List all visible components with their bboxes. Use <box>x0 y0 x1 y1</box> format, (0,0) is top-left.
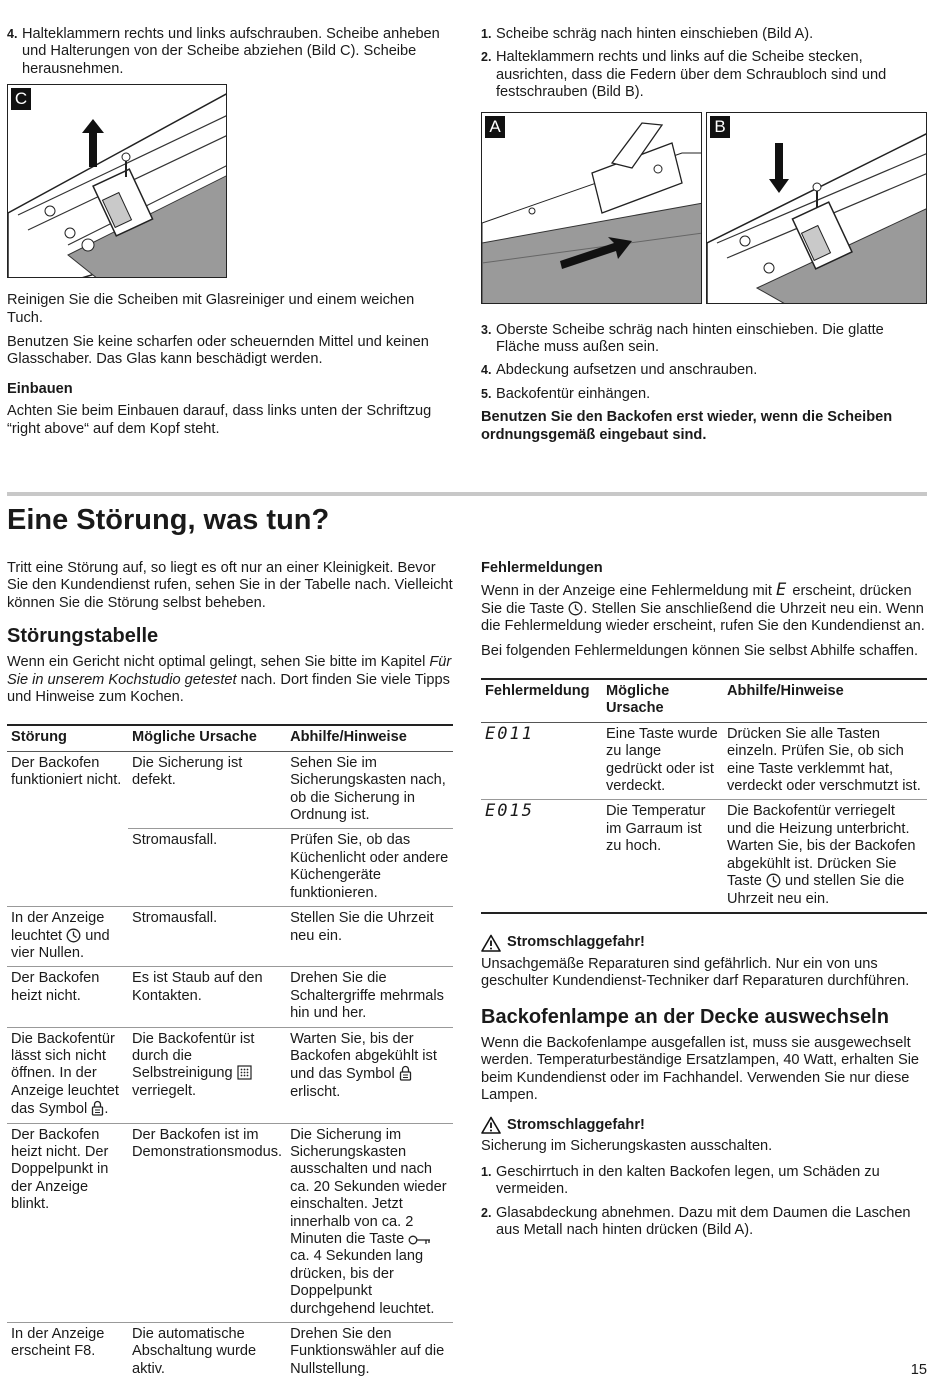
figures-a-b <box>481 112 927 304</box>
warning-icon <box>481 934 501 952</box>
step-1-insert <box>481 26 927 43</box>
top-right-column <box>481 26 927 451</box>
table-row <box>7 967 453 1027</box>
key-icon <box>408 1234 432 1246</box>
section-heading: Fehlermeldungen <box>481 560 603 576</box>
cell-ursache: Stromausfall. <box>128 829 286 907</box>
step-5-door <box>481 386 927 403</box>
cell-stoerung: In der Anzeige erscheint F8. <box>7 1323 128 1377</box>
figure-c <box>7 84 227 278</box>
step-text: Geschirrtuch in den kalten Backofen legen, um Schäden zu vermeiden. <box>496 1163 880 1198</box>
text: verriegelt. <box>132 1082 197 1099</box>
paragraph <box>481 582 927 635</box>
figure-label: A <box>485 116 505 138</box>
error-code: E011 <box>485 723 534 744</box>
cell-ursache: Die Temperatur im Garraum ist zu hoch. <box>602 800 723 913</box>
arrow-down-icon <box>707 113 927 304</box>
step-number: 4. <box>7 27 18 41</box>
step-1-towel <box>481 1164 927 1199</box>
step-text: Glasabdeckung abnehmen. Dazu mit dem Daumen die Laschen aus Metall nach hinten drücken (Bild A). <box>496 1204 911 1238</box>
cell-abhilfe <box>723 800 927 913</box>
cell-stoerung: Der Backofen funktioniert nicht. <box>11 754 122 789</box>
table-row <box>7 1323 453 1377</box>
text: Die Backofentür lässt sich nicht öffnen. In der Anzeige leuchtet das Symbol <box>11 1030 119 1118</box>
clock-icon <box>66 928 81 943</box>
step-text: Halteklammern rechts und links aufschrauben. Scheibe anheben und Halterungen von der Scheibe abziehen (Bild C). Scheibe herausnehmen. <box>22 26 440 77</box>
column-header: Mögliche Ursache <box>132 729 257 746</box>
error-code-table <box>481 678 927 914</box>
cell-ursache: Eine Taste wurde zu lange gedrückt oder ist verdeckt. <box>606 725 718 795</box>
intro-paragraph: Tritt eine Störung auf, so liegt es oft nur an einer Kleinigkeit. Bevor Sie den Kundendienst rufen, sehen Sie in der Tabelle nach. Vielleicht können Sie die Störung selbst beheben. <box>7 560 453 611</box>
cell-abhilfe <box>286 1027 453 1123</box>
figure-label: B <box>710 116 730 138</box>
cell-error-code <box>481 800 602 913</box>
step-number: 4. <box>481 363 492 378</box>
warning-heading <box>481 934 927 952</box>
text: Die Sicherung im Sicherungskasten ausschalten und nach ca. 20 Sekunden wieder einschalten. Jetzt innerhalb von ca. 2 Minuten die Taste <box>290 1126 447 1247</box>
table-header-row <box>7 725 453 751</box>
section-heading: Backofenlampe an der Decke auswechseln <box>481 1005 889 1028</box>
lock-icon <box>399 1065 412 1081</box>
table-row <box>7 1027 453 1123</box>
cell-abhilfe: Prüfen Sie, ob das Küchenlicht oder andere Küchengeräte funktionieren. <box>286 829 453 907</box>
cell-abhilfe: Drücken Sie alle Tasten einzeln. Prüfen Sie, ob sich eine Taste verklemmt hat, verdeckt oder verschmutzt ist. <box>727 725 921 795</box>
paragraph: Bei folgenden Fehlermeldungen können Sie selbst Abhilfe schaffen. <box>481 642 919 659</box>
step-number: 5. <box>481 386 492 401</box>
chapter-reference: Für Sie in unserem Kochstudio getestet <box>7 654 452 688</box>
cell-stoerung <box>7 1027 128 1123</box>
text: und vier Nullen. <box>11 927 110 961</box>
step-2-glass-cover <box>481 1205 927 1240</box>
paragraph: Sicherung im Sicherungskasten ausschalten. <box>481 1138 773 1155</box>
step-text: Scheibe schräg nach hinten einschieben (Bild A). <box>496 26 814 42</box>
cell-ursache <box>128 1027 286 1123</box>
clock-icon <box>568 601 583 616</box>
step-number: 1. <box>481 27 492 41</box>
text: ca. 4 Sekunden lang drücken, bis der Doppelpunkt durchgehend leuchtet. <box>290 1248 435 1317</box>
lock-icon <box>91 1100 104 1116</box>
column-header: Mögliche Ursache <box>606 683 670 717</box>
cell-ursache: Die Sicherung ist defekt. <box>132 754 243 789</box>
text: nach. Dort finden Sie viele Tipps und Hinweise zum Kochen. <box>7 671 450 706</box>
warning-title: Stromschlaggefahr! <box>507 1116 645 1133</box>
step-number: 2. <box>481 50 492 65</box>
cell-abhilfe: Drehen Sie die Schaltergriffe mehrmals hin und her. <box>286 967 453 1027</box>
cell-abhilfe <box>286 1123 453 1322</box>
error-letter: E <box>776 580 789 601</box>
paragraph: Achten Sie beim Einbauen darauf, dass links unten der Schriftzug “right above“ auf dem Kopf steht. <box>7 403 432 437</box>
text: Die Backofentür ist durch die Selbstreinigung <box>132 1030 255 1082</box>
table-intro <box>7 654 453 706</box>
step-text: Backofentür einhängen. <box>496 385 651 402</box>
paragraph: Wenn die Backofenlampe ausgefallen ist, muss sie ausgewechselt werden. Temperaturbeständige Ersatzlampen, 40 Watt, erhalten Sie beim Kundendienst oder im Fachhandel. Verwenden Sie nur diese Lampen. <box>481 1034 920 1103</box>
cell-ursache: Stromausfall. <box>128 907 286 967</box>
cell-ursache: Die automatische Abschaltung wurde aktiv. <box>128 1323 286 1377</box>
column-header: Fehlermeldung <box>485 683 590 700</box>
figure-b <box>706 112 927 304</box>
page-number: 15 <box>910 1362 927 1377</box>
step-4-cover <box>481 362 927 379</box>
table-header-row <box>481 679 927 722</box>
text: erscheint, drücken Sie die Taste <box>481 583 912 617</box>
cell-abhilfe: Sehen Sie im Sicherungskasten nach, ob die Sicherung in Ordnung ist. <box>290 754 446 824</box>
step-text: Oberste Scheibe schräg nach hinten einschieben. Die glatte Fläche muss außen sein. <box>496 321 884 356</box>
step-number: 1. <box>481 1164 492 1179</box>
text: und stellen Sie die Uhrzeit neu ein. <box>727 873 905 907</box>
table-row <box>7 1123 453 1322</box>
cell-stoerung <box>7 907 128 967</box>
cell-stoerung: Der Backofen heizt nicht. Der Doppelpunkt in der Anzeige blinkt. <box>7 1123 128 1322</box>
self-clean-icon <box>237 1065 252 1080</box>
clock-icon <box>766 873 781 888</box>
table-row <box>7 907 453 967</box>
top-left-column <box>7 26 453 445</box>
figure-a <box>481 112 702 304</box>
step-text: Halteklammern rechts und links auf die Scheibe stecken, ausrichten, dass die Federn über dem Schraubloch sind und festschrauben (Bild B). <box>496 49 887 101</box>
cell-stoerung: Der Backofen heizt nicht. <box>7 967 128 1027</box>
table-row <box>481 800 927 913</box>
page-title: Eine Störung, was tun? <box>7 504 330 536</box>
cell-ursache: Es ist Staub auf den Kontakten. <box>128 967 286 1027</box>
text: Wenn ein Gericht nicht optimal gelingt, sehen Sie bitte im Kapitel <box>7 654 430 671</box>
step-2-clamps <box>481 49 927 101</box>
bottom-right-column <box>481 560 927 1245</box>
step-text: Abdeckung aufsetzen und anschrauben. <box>496 362 758 379</box>
arrow-right-icon <box>482 113 702 304</box>
text: erlischt. <box>290 1083 341 1100</box>
column-header: Abhilfe/Hinweise <box>727 683 844 700</box>
cell-abhilfe: Drehen Sie den Funktionswähler auf die Nullstellung. <box>286 1323 453 1377</box>
text: In der Anzeige leuchtet <box>11 910 105 944</box>
step-4-remove <box>7 26 453 78</box>
error-code: E015 <box>485 801 534 822</box>
text: Warten Sie, bis der Backofen abgekühlt ist und das Symbol <box>290 1030 437 1083</box>
column-header: Störung <box>11 729 67 746</box>
step-number: 2. <box>481 1205 492 1220</box>
cell-ursache: Der Backofen ist im Demonstrationsmodus. <box>128 1123 286 1322</box>
bottom-left-column <box>7 560 453 1377</box>
warning-title: Stromschlaggefahr! <box>507 934 645 951</box>
arrow-up-icon <box>8 85 227 278</box>
section-divider <box>7 492 927 496</box>
table-row <box>7 751 453 829</box>
warning-heading <box>481 1116 927 1134</box>
text: Die Backofentür verriegelt und die Heizung unterbricht. Warten Sie, bis der Backofen abgekühlt ist. Drücken Sie Taste <box>727 803 916 890</box>
important-note: Benutzen Sie den Backofen erst wieder, wenn die Scheiben ordnungsgemäß eingebaut sind. <box>481 409 893 443</box>
step-3-top-pane <box>481 322 927 357</box>
figure-label: C <box>11 88 31 110</box>
paragraph: Benutzen Sie keine scharfen oder scheuernden Mittel und keinen Glasschaber. Das Glas kann beschädigt werden. <box>7 334 429 368</box>
cell-abhilfe: Stellen Sie die Uhrzeit neu ein. <box>286 907 453 967</box>
step-number: 3. <box>481 322 492 337</box>
section-heading: Störungstabelle <box>7 625 159 648</box>
cell-error-code <box>481 722 602 800</box>
paragraph: Reinigen Sie die Scheiben mit Glasreiniger und einem weichen Tuch. <box>7 292 415 326</box>
column-header: Abhilfe/Hinweise <box>290 729 407 746</box>
section-heading: Einbauen <box>7 380 73 397</box>
paragraph: Unsachgemäße Reparaturen sind gefährlich. Nur ein von uns geschulter Kundendienst-Techniker darf Reparaturen durchführen. <box>481 955 910 990</box>
troubleshooting-table <box>7 724 453 1377</box>
text: . <box>104 1101 109 1118</box>
text: Wenn in der Anzeige eine Fehlermeldung mit <box>481 583 777 600</box>
warning-icon <box>481 1116 501 1134</box>
text: . Stellen Sie anschließend die Uhrzeit neu ein. Wenn die Fehlermeldung wieder erscheint, rufen Sie den Kundendienst an. <box>481 600 925 635</box>
table-row <box>481 722 927 800</box>
